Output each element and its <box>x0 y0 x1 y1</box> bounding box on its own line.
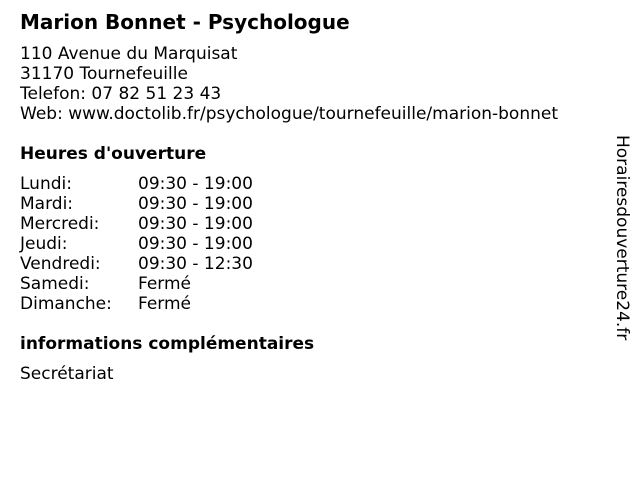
business-title: Marion Bonnet - Psychologue <box>20 10 350 34</box>
hours-row-sunday <box>20 294 320 314</box>
hours-row-friday <box>20 254 320 274</box>
web-line: Web: www.doctolib.fr/psychologue/tournefeuille/marion-bonnet <box>20 104 559 124</box>
hours-row-thursday <box>20 234 320 254</box>
site-watermark: Horairesdouverture24.fr <box>612 135 632 341</box>
address-line-city: 31170 Tournefeuille <box>20 64 188 84</box>
time-value: Fermé <box>138 274 192 294</box>
time-value: 09:30 - 12:30 <box>138 254 253 274</box>
phone-line: Telefon: 07 82 51 23 43 <box>20 84 222 104</box>
day-label: Lundi: <box>20 174 72 194</box>
hours-row-saturday <box>20 274 320 294</box>
hours-row-tuesday <box>20 194 320 214</box>
time-value: 09:30 - 19:00 <box>138 194 253 214</box>
day-label: Vendredi: <box>20 254 101 274</box>
address-line-street: 110 Avenue du Marquisat <box>20 44 238 64</box>
day-label: Mercredi: <box>20 214 100 234</box>
additional-info-text: Secrétariat <box>20 364 114 384</box>
hours-row-monday <box>20 174 320 194</box>
opening-hours-heading: Heures d'ouverture <box>20 144 207 164</box>
day-label: Mardi: <box>20 194 74 214</box>
time-value: Fermé <box>138 294 192 314</box>
hours-row-wednesday <box>20 214 320 234</box>
day-label: Jeudi: <box>20 234 68 254</box>
additional-info-heading: informations complémentaires <box>20 334 315 354</box>
contact-block <box>20 44 558 124</box>
time-value: 09:30 - 19:00 <box>138 234 253 254</box>
opening-hours-list <box>20 174 320 314</box>
time-value: 09:30 - 19:00 <box>138 214 253 234</box>
day-label: Dimanche: <box>20 294 112 314</box>
time-value: 09:30 - 19:00 <box>138 174 253 194</box>
day-label: Samedi: <box>20 274 90 294</box>
